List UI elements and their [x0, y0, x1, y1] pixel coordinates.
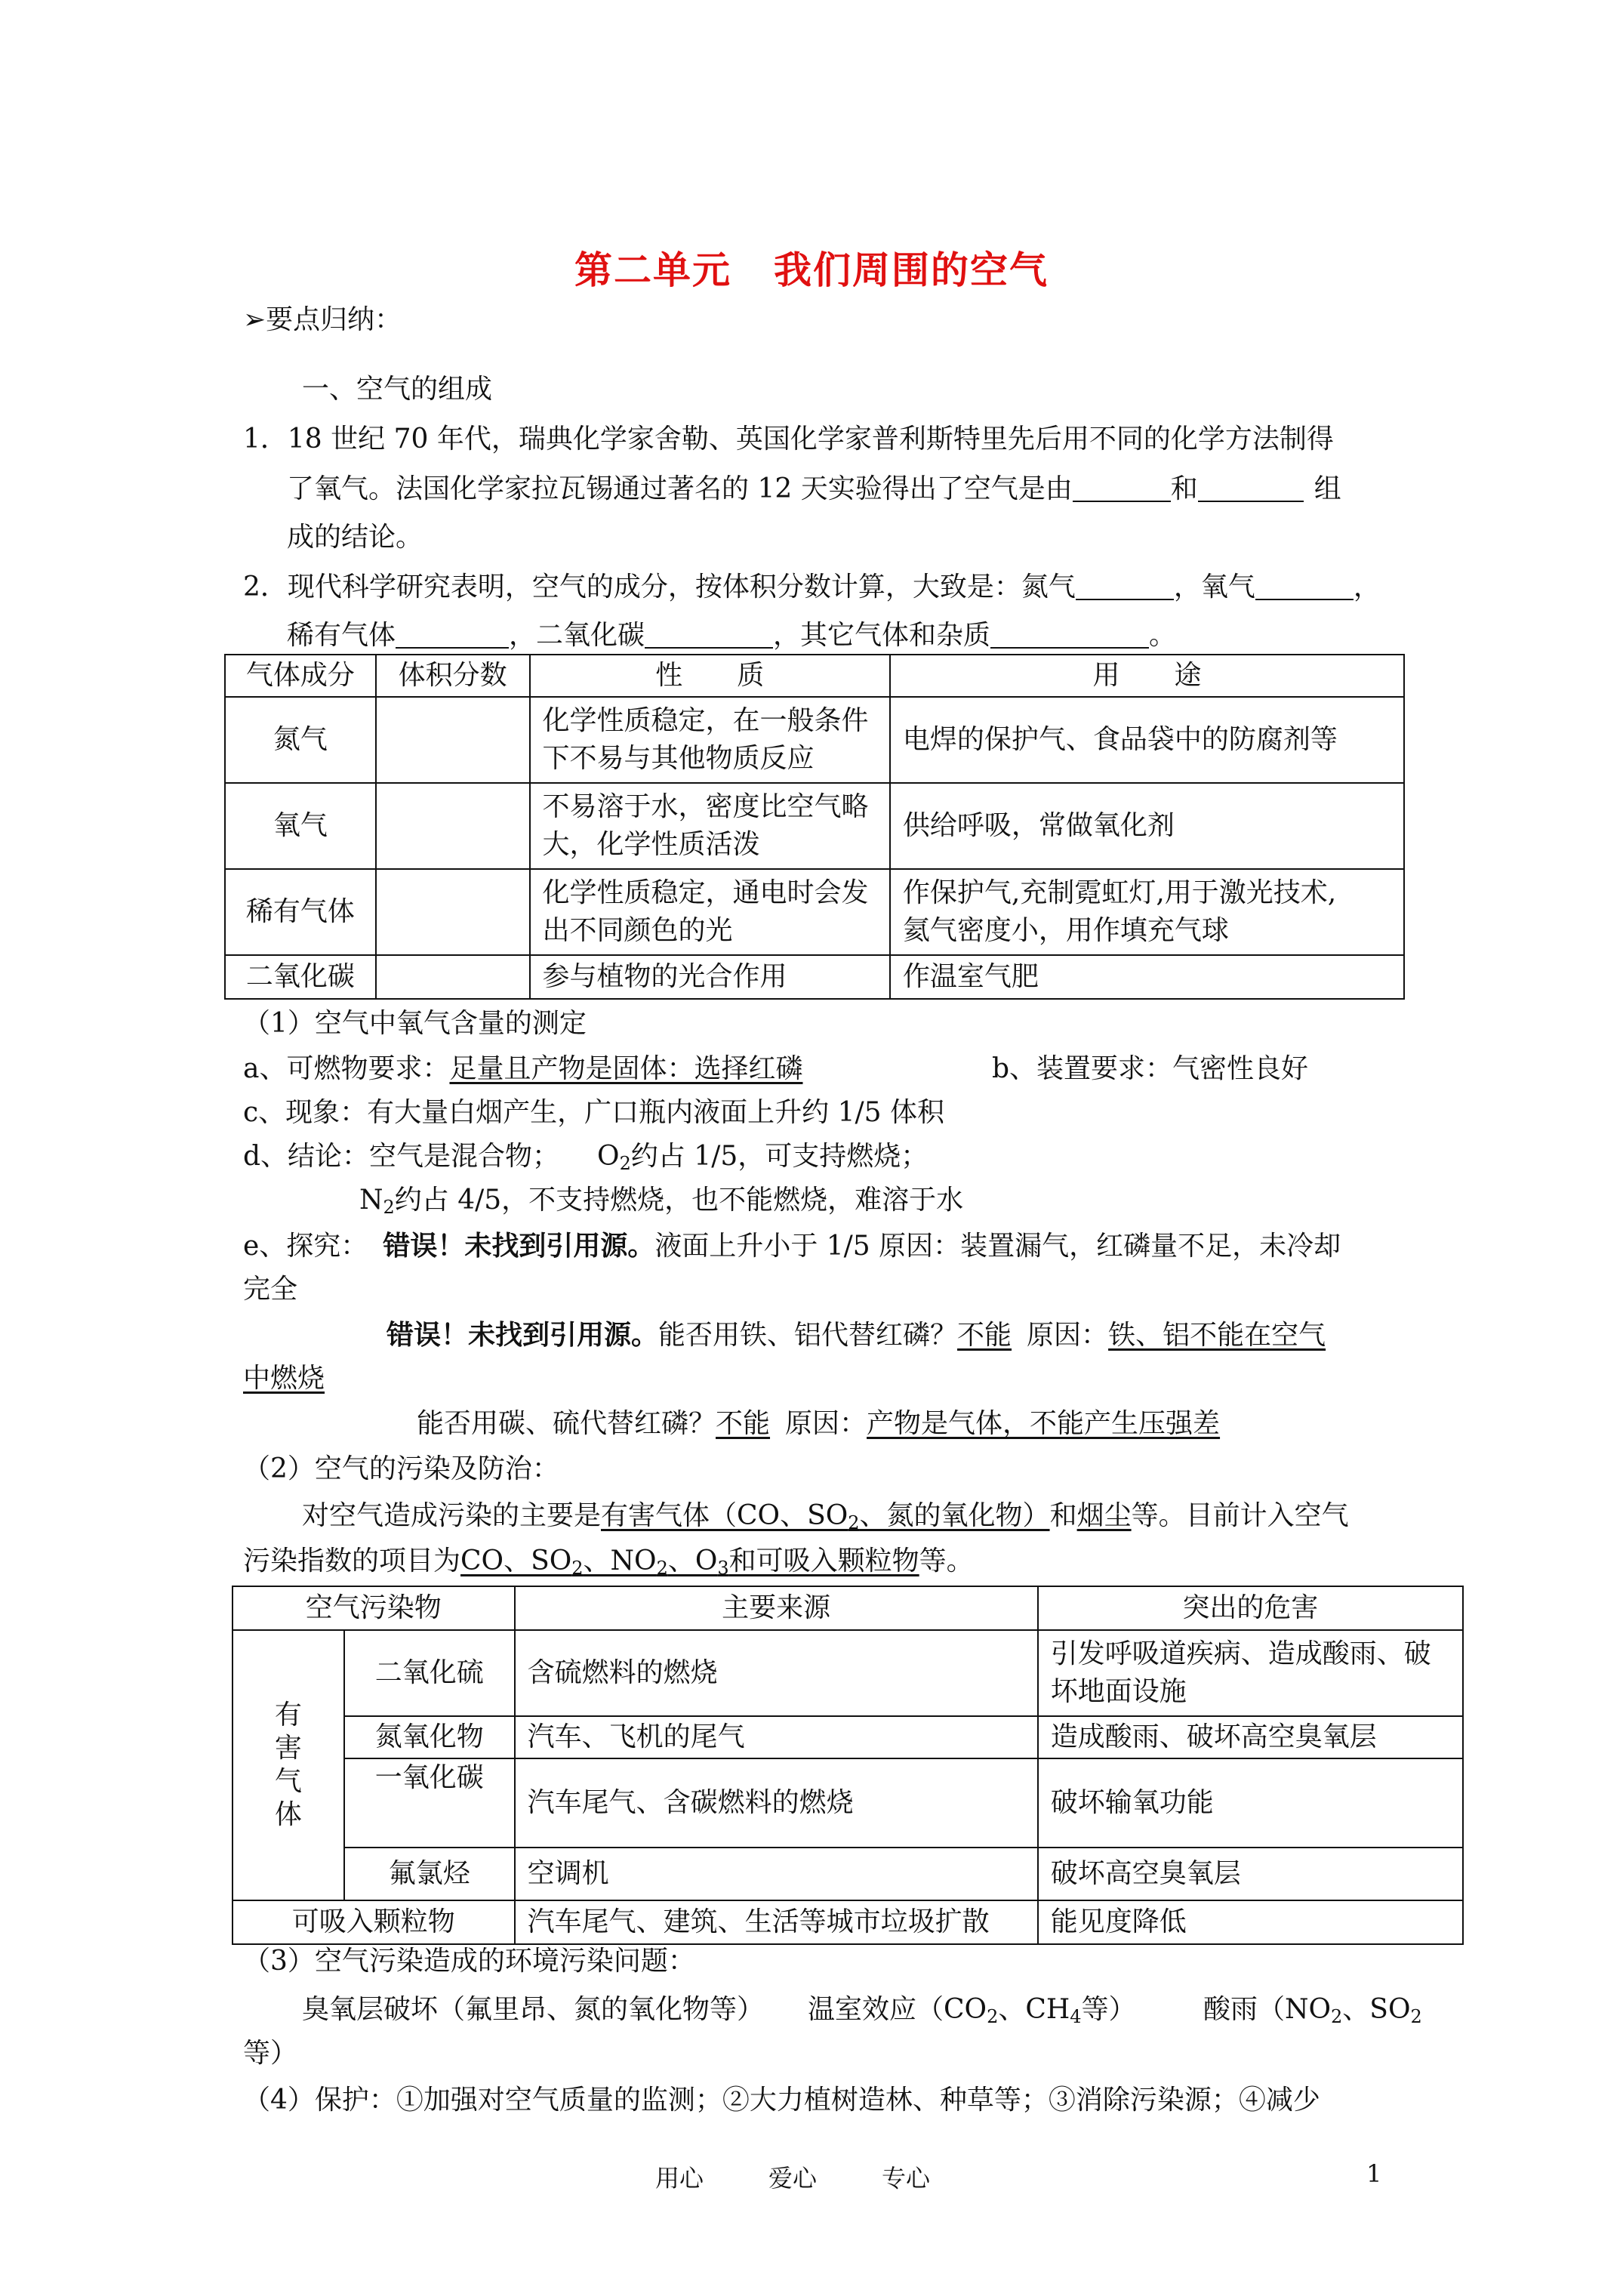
pollutant-harm [1038, 1630, 1463, 1716]
gas-property [530, 697, 890, 783]
pollutant-source: 空调机 [515, 1848, 1038, 1900]
pollution-table [232, 1586, 1464, 1945]
acid-sub: 2 [1410, 2006, 1422, 2027]
property-line: 大，化学性质活泼 [542, 829, 760, 860]
part3-acid-rain [1203, 1990, 1422, 2029]
property-line: 下不易与其他物质反应 [542, 743, 815, 774]
p2-dust: 烟尘 [1076, 1500, 1132, 1531]
gas-composition-table [224, 654, 1405, 1000]
part1-e1 [243, 1226, 1341, 1266]
e3-reason-label: 原因： [785, 1408, 867, 1439]
gas-name: 稀有气体 [225, 869, 376, 955]
gas-fraction [376, 955, 530, 999]
pollutant-source: 含硫燃料的燃烧 [515, 1630, 1038, 1716]
part1-e2b: 中燃烧 [243, 1363, 325, 1394]
header-harm: 突出的危害 [1038, 1586, 1463, 1630]
blank-rare [396, 620, 509, 649]
pollutant-harm [1038, 1716, 1463, 1758]
item1-line3: 成的结论。 [287, 522, 423, 553]
use-line: 供给呼吸，常做氧化剂 [902, 810, 1175, 841]
pollution-header-row [233, 1586, 1463, 1630]
pollutant-source: 汽车、飞机的尾气 [515, 1716, 1038, 1758]
harm-line: 引发呼吸道疾病、造成酸雨、破 [1050, 1638, 1431, 1669]
o2-subscript: 2 [619, 1153, 631, 1174]
greenhouse-c: 等） [1081, 1994, 1136, 2025]
pollutant-name: 一氧化碳 [344, 1758, 515, 1848]
use-line: 作保护气,充制霓虹灯,用于激光技术, [902, 877, 1337, 908]
use-line: 电焊的保护气、食品袋中的防腐剂等 [902, 724, 1338, 755]
item1-and: 和 [1170, 473, 1198, 504]
p2-index-items [460, 1546, 919, 1579]
item2-rare-label: 稀有气体 [287, 620, 396, 651]
page-title [0, 240, 1623, 294]
p2-particles: 和可吸入颗粒物 [728, 1546, 919, 1576]
acid-b: 、SO [1342, 1994, 1411, 2025]
property-line: 参与植物的光合作用 [542, 961, 787, 992]
reference-error: 错误！未找到引用源。 [387, 1319, 659, 1351]
p2-harmful-b: 、氮的氧化物） [859, 1500, 1050, 1531]
part4-text: （4）保护：①加强对空气质量的监测；②大力植树造林、种草等；③消除污染源；④减少 [243, 2085, 1320, 2116]
pollutant-name: 二氧化硫 [344, 1630, 515, 1716]
harm-line: 坏地面设施 [1050, 1676, 1187, 1707]
group-char: 气 [274, 1766, 302, 1797]
blank-oxygen [1255, 572, 1354, 600]
a-value: 足量且产物是固体：选择红磷 [449, 1053, 803, 1084]
group-char: 体 [274, 1799, 302, 1830]
table-row [225, 697, 1404, 783]
part3-ozone: 臭氧层破坏（氟里昂、氮的氧化物等） [302, 1994, 765, 2025]
p2-o: 、O [667, 1546, 718, 1576]
part1-a [243, 1049, 802, 1089]
e2-reason-label: 原因： [1027, 1320, 1109, 1351]
table-row [225, 869, 1404, 955]
table-row [225, 955, 1404, 999]
pollutant-harm [1038, 1758, 1463, 1848]
summary-heading: ➢要点归纳： [243, 304, 402, 335]
part3-acid-rain-end: 等） [243, 2038, 298, 2069]
title-part1: 第二单元 [574, 248, 731, 292]
pollutant-source: 汽车尾气、含碳燃料的燃烧 [515, 1758, 1038, 1848]
pollutant-name: 氮氧化物 [344, 1716, 515, 1758]
greenhouse-a: 温室效应（CO [808, 1994, 987, 2025]
p2-sub: 2 [848, 1512, 860, 1533]
item1-line1: 1．18 世纪 70 年代，瑞典化学家舍勒、英国化学家普利斯特里先后用不同的化学方法制得 [243, 424, 1334, 455]
item2-period: 。 [1149, 620, 1177, 651]
harm-line: 造成酸雨、破坏高空臭氧层 [1050, 1721, 1377, 1752]
p2-sub: 2 [571, 1558, 584, 1579]
header-fraction: 体积分数 [376, 655, 530, 697]
part2-heading: （2）空气的污染及防治： [243, 1453, 559, 1484]
n2-symbol: N [359, 1185, 383, 1216]
title-part2: 我们周围的空气 [774, 248, 1049, 292]
p2-sub: 2 [656, 1558, 668, 1579]
pollutant-harm: 能见度降低 [1038, 1900, 1463, 1944]
footer-zhuanxin: 专心 [882, 2164, 931, 2193]
property-line: 不易溶于水，密度比空气略 [542, 791, 869, 822]
e2-reason: 铁、铝不能在空气 [1108, 1320, 1326, 1351]
blank-co2 [645, 620, 773, 649]
gas-name: 二氧化碳 [225, 955, 376, 999]
item1-zu: 组 [1313, 473, 1341, 504]
e-label: e、探究： [243, 1231, 368, 1262]
harm-line: 破坏输氧功能 [1050, 1787, 1214, 1818]
part2-line2 [243, 1542, 974, 1581]
section1-heading: 一、空气的组成 [302, 374, 493, 405]
part1-e1b: 完全 [243, 1274, 298, 1305]
greenhouse-sub: 4 [1070, 2006, 1082, 2027]
gas-use [890, 697, 1404, 783]
n2-text: 约占 4/5，不支持燃烧，也不能燃烧，难溶于水 [394, 1185, 964, 1216]
p2-text-end: 等。目前计入空气 [1131, 1500, 1349, 1531]
item2-oxygen-label: ，氧气 [1173, 572, 1255, 603]
table-row [233, 1900, 1463, 1944]
gas-fraction [376, 869, 530, 955]
harmful-gas-group-label [233, 1630, 344, 1900]
header-use: 用 途 [890, 655, 1404, 697]
p2-index-label: 污染指数的项目为 [243, 1546, 461, 1576]
group-char: 害 [274, 1733, 302, 1764]
gas-use [890, 955, 1404, 999]
item1-text: 了氧气。法国化学家拉瓦锡通过著名的 12 天实验得出了空气是由 [287, 473, 1073, 504]
p2-harmful-gases [601, 1500, 1050, 1531]
item2-comma: ， [1353, 572, 1381, 603]
part2-line1 [302, 1496, 1349, 1536]
property-line: 出不同颜色的光 [542, 915, 733, 946]
item2-line1 [243, 568, 1381, 607]
blank-nitrogen [1076, 572, 1174, 600]
item2-co2-label: ，二氧化碳 [509, 620, 645, 651]
pollutant-name: 可吸入颗粒物 [233, 1900, 515, 1944]
part3-greenhouse [808, 1990, 1136, 2029]
page-number: 1 [1366, 2159, 1382, 2188]
e2-question: 能否用铁、铝代替红磷？ [658, 1320, 958, 1351]
p2-no: 、NO [583, 1546, 657, 1576]
e3-answer: 不能 [716, 1408, 771, 1439]
harm-line: 破坏高空臭氧层 [1050, 1858, 1241, 1889]
gas-name: 氧气 [225, 783, 376, 869]
greenhouse-sub: 2 [987, 2006, 999, 2027]
part1-d [243, 1137, 928, 1176]
group-char: 有 [274, 1700, 302, 1730]
gas-fraction [376, 697, 530, 783]
table-row [233, 1848, 1463, 1900]
acid-sub: 2 [1331, 2006, 1343, 2027]
pollutant-harm [1038, 1848, 1463, 1900]
use-line: 氦气密度小，用作填充气球 [902, 915, 1229, 946]
gas-table-header-row [225, 655, 1404, 697]
item2-other-label: ，其它气体和杂质 [773, 620, 991, 651]
header-pollutant: 空气污染物 [233, 1586, 515, 1630]
p2-and: 和 [1049, 1500, 1077, 1531]
gas-property [530, 783, 890, 869]
header-source: 主要来源 [515, 1586, 1038, 1630]
use-line: 作温室气肥 [902, 961, 1039, 992]
header-property: 性 质 [530, 655, 890, 697]
item2-line2 [287, 616, 1176, 655]
e-text: 液面上升小于 1/5 原因：装置漏气，红磷量不足，未冷却 [654, 1231, 1341, 1262]
part1-c: c、现象：有大量白烟产生，广口瓶内液面上升约 1/5 体积 [243, 1097, 944, 1128]
p2-text: 对空气造成污染的主要是 [302, 1500, 602, 1531]
reference-error: 错误！未找到引用源。 [383, 1230, 655, 1262]
gas-use [890, 783, 1404, 869]
blank-2 [1198, 473, 1304, 502]
footer-aixin: 爱心 [768, 2164, 818, 2193]
n2-subscript: 2 [383, 1197, 395, 1218]
item1-line2 [287, 470, 1341, 509]
gas-property [530, 869, 890, 955]
p2-end: 等。 [919, 1546, 974, 1576]
e3-question: 能否用碳、硫代替红磷？ [417, 1408, 716, 1439]
part1-b: b、装置要求：气密性良好 [992, 1053, 1309, 1084]
e3-reason: 产物是气体，不能产生压强差 [867, 1408, 1221, 1439]
footer-yongxin: 用心 [655, 2164, 704, 2193]
p2-sub: 3 [717, 1558, 729, 1579]
greenhouse-b: 、CH [998, 1994, 1070, 2025]
pollutant-name: 氟氯烃 [344, 1848, 515, 1900]
item2-text: 2．现代科学研究表明，空气的成分，按体积分数计算，大致是：氮气 [243, 572, 1076, 603]
part1-e2 [387, 1315, 1326, 1355]
table-row [233, 1758, 1463, 1848]
d-label: d、结论：空气是混合物； [243, 1141, 560, 1172]
p2-harmful-a: 有害气体（CO、SO [601, 1500, 848, 1531]
property-line: 化学性质稳定，在一般条件 [542, 705, 869, 736]
gas-property [530, 955, 890, 999]
a-label: a、可燃物要求： [243, 1053, 450, 1084]
p2-co-so: CO、SO [460, 1546, 572, 1576]
gas-use [890, 869, 1404, 955]
table-row [233, 1630, 1463, 1716]
e2-answer: 不能 [957, 1320, 1012, 1351]
gas-fraction [376, 783, 530, 869]
table-row [233, 1716, 1463, 1758]
table-row [225, 783, 1404, 869]
property-line: 化学性质稳定，通电时会发 [542, 877, 869, 908]
o2-symbol: O [597, 1141, 620, 1172]
part1-d2 [359, 1181, 963, 1220]
pollutant-source: 汽车尾气、建筑、生活等城市垃圾扩散 [515, 1900, 1038, 1944]
part1-e3 [417, 1404, 1220, 1444]
part3-heading: （3）空气污染造成的环境污染问题： [243, 1946, 695, 1977]
o2-text: 约占 1/5，可支持燃烧； [630, 1141, 929, 1172]
blank-1 [1073, 473, 1171, 502]
header-gas: 气体成分 [225, 655, 376, 697]
acid-a: 酸雨（NO [1203, 1994, 1332, 2025]
blank-other [990, 620, 1149, 649]
part1-heading: （1）空气中氧气含量的测定 [243, 1008, 587, 1039]
gas-name: 氮气 [225, 697, 376, 783]
